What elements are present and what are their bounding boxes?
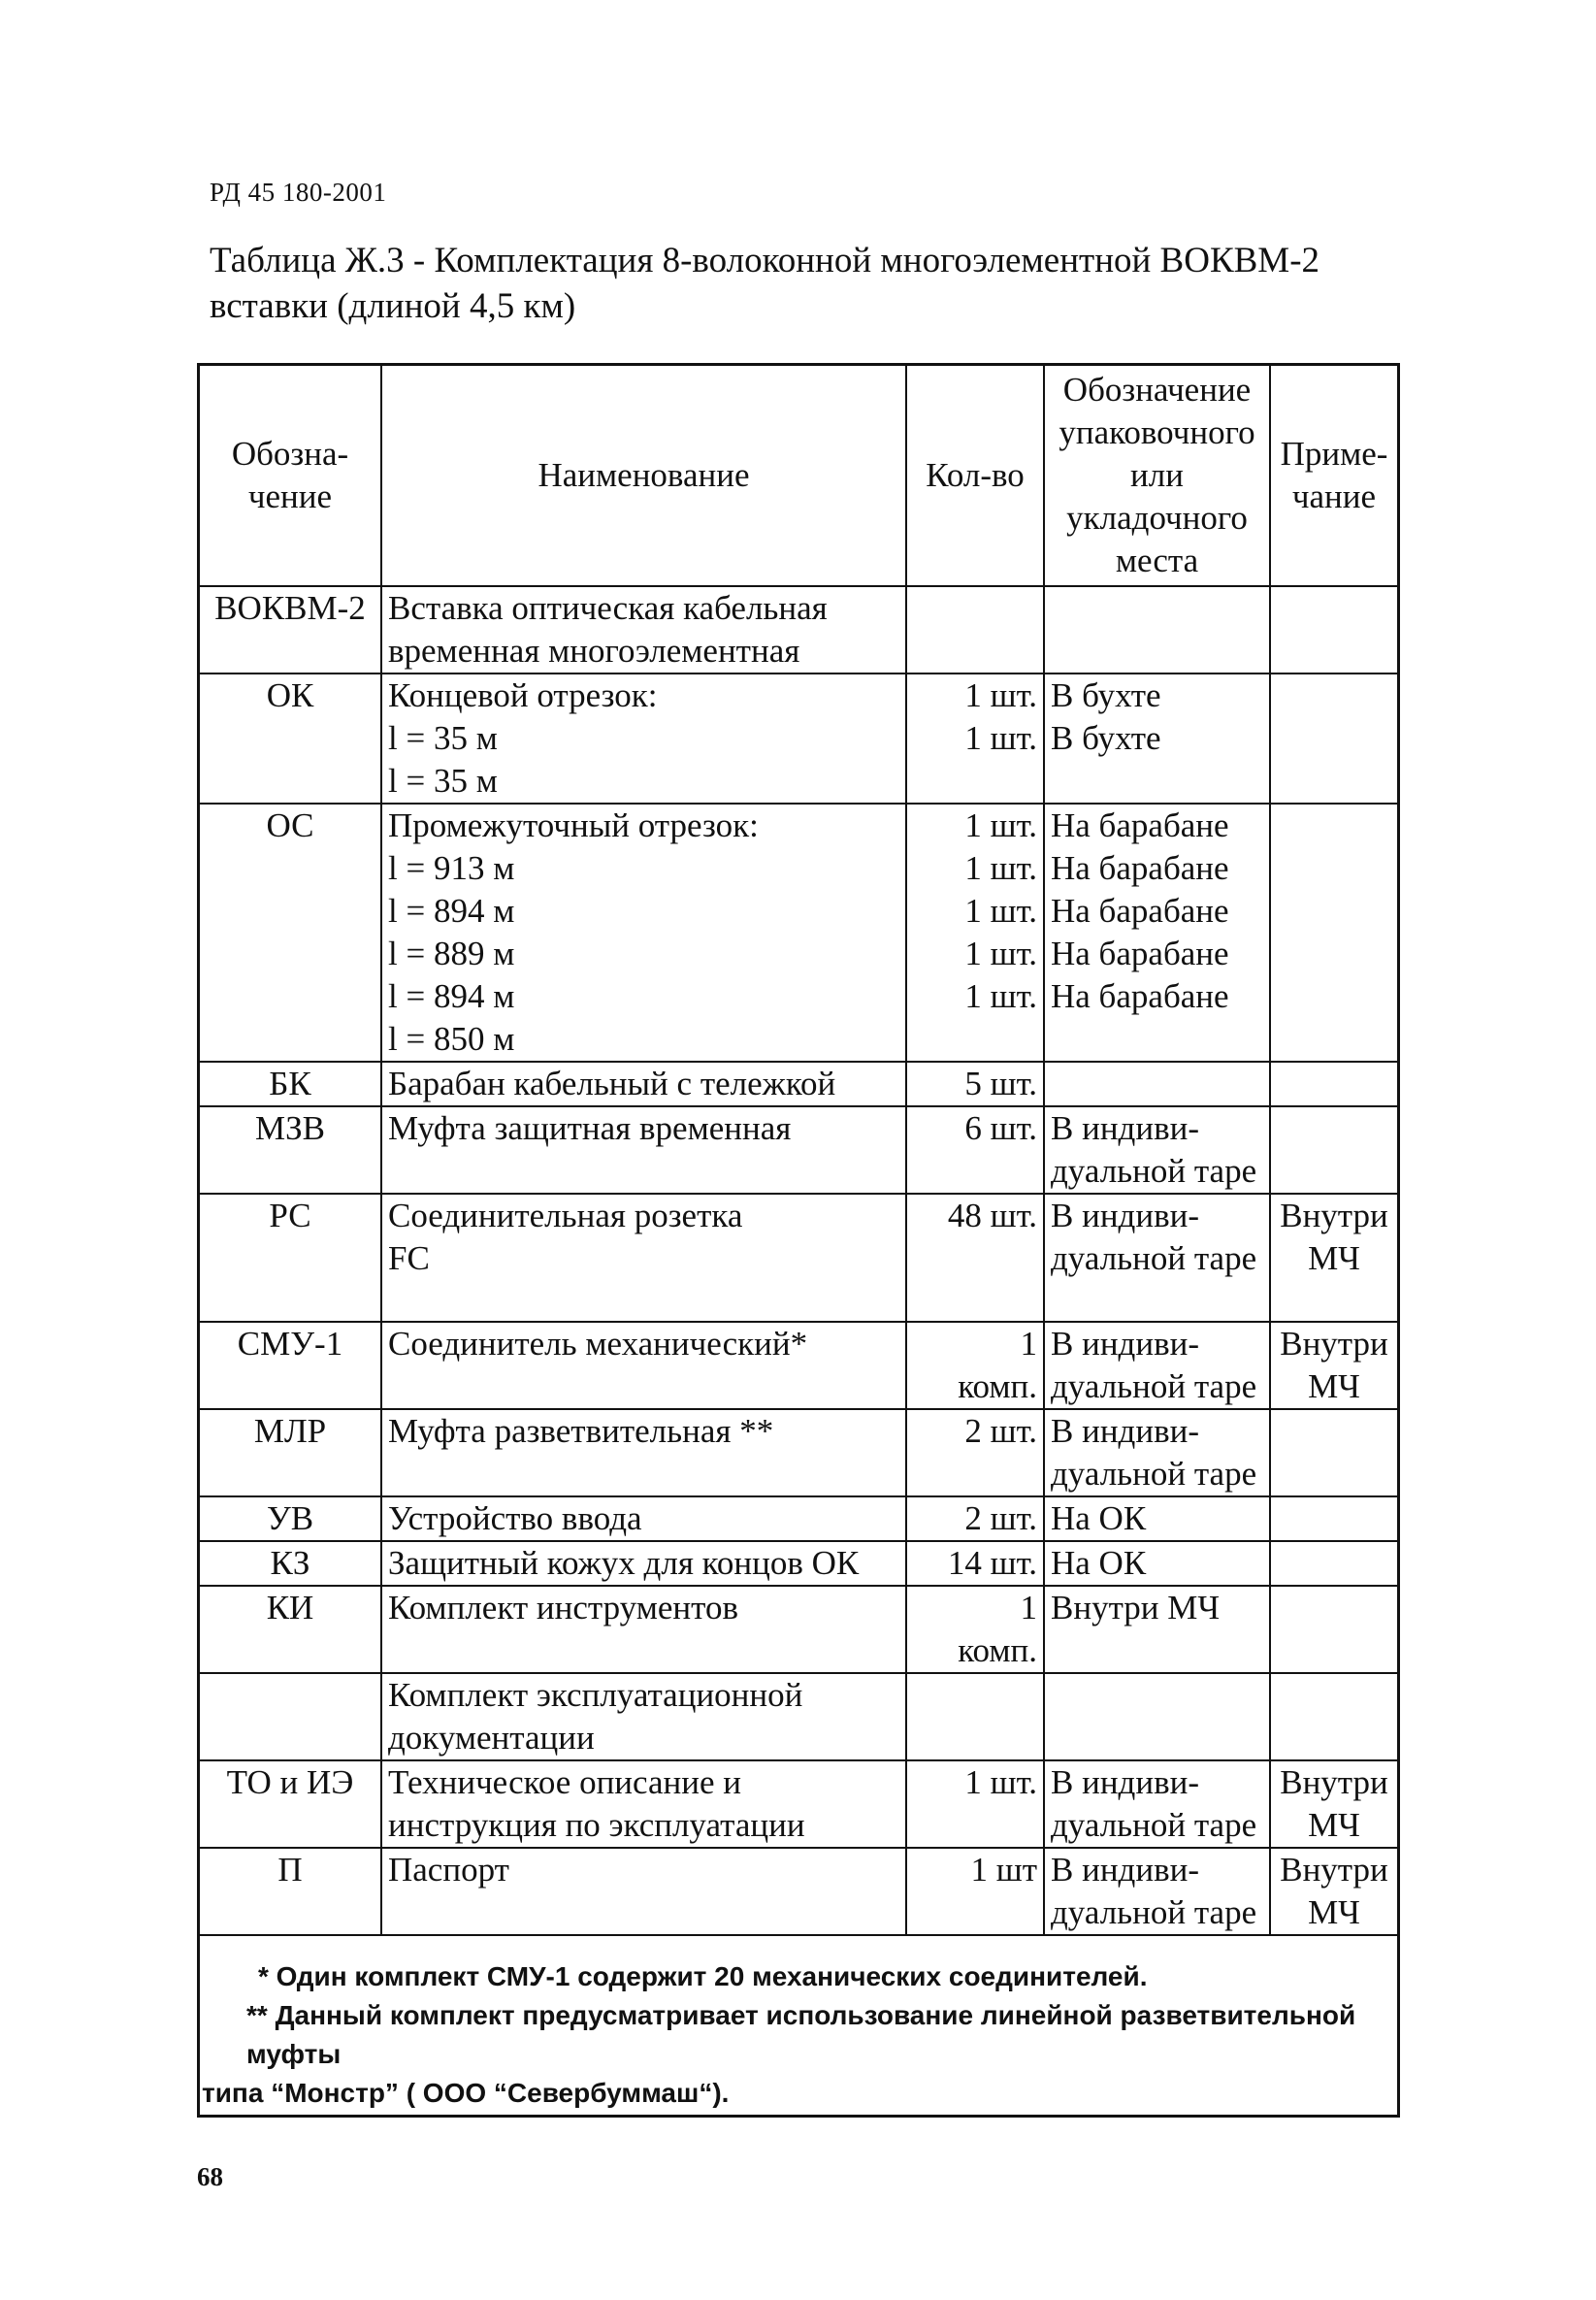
cell-name — [381, 1760, 906, 1848]
cell-note-line: МЧ — [1308, 1239, 1360, 1277]
cell-qty — [906, 1409, 1044, 1496]
cell-name-line: Концевой отрезок: — [388, 676, 658, 714]
cell-package-line: На барабане — [1051, 892, 1229, 930]
cell-qty — [906, 1106, 1044, 1194]
table-row — [200, 1848, 1397, 1935]
table-row — [200, 1496, 1397, 1541]
header-package: Обозначение упаковочного или укладочного места — [1044, 366, 1270, 586]
cell-name-line: l = 894 м — [388, 892, 515, 930]
cell-qty-line: 6 шт. — [964, 1109, 1037, 1147]
cell-note-line: МЧ — [1308, 1367, 1360, 1405]
cell-name-line: Техническое описание и — [388, 1763, 741, 1801]
cell-qty-line: комп. — [958, 1367, 1037, 1405]
cell-qty — [906, 804, 1044, 1062]
cell-qty-line: 1 шт. — [964, 676, 1037, 714]
cell-designation: МЗВ — [200, 1106, 381, 1194]
cell-name-line: l = 35 м — [388, 719, 498, 757]
footnotes — [200, 1957, 1397, 2113]
cell-package-line: В индиви- — [1051, 1851, 1200, 1889]
cell-package-line: В индиви- — [1051, 1412, 1200, 1450]
cell-note — [1270, 1062, 1397, 1106]
cell-name — [381, 1586, 906, 1673]
cell-note — [1270, 1194, 1397, 1322]
cell-name-line: Муфта разветвительная ** — [388, 1412, 774, 1450]
cell-qty — [906, 1848, 1044, 1935]
cell-note-line: МЧ — [1308, 1806, 1360, 1844]
cell-name-line: Муфта защитная временная — [388, 1109, 792, 1147]
cell-note-line: Внутри — [1280, 1851, 1388, 1889]
cell-qty-line: 1 шт. — [964, 806, 1037, 844]
cell-name-line: Комплект инструментов — [388, 1589, 738, 1626]
cell-designation: УВ — [200, 1496, 381, 1541]
cell-note — [1270, 1409, 1397, 1496]
cell-note — [1270, 1673, 1397, 1760]
cell-package-line: дуальной таре — [1051, 1806, 1257, 1844]
cell-qty-line: 1 шт. — [964, 892, 1037, 930]
cell-note-line: Внутри — [1280, 1763, 1388, 1801]
cell-qty — [906, 1760, 1044, 1848]
cell-package-line: В индиви- — [1051, 1763, 1200, 1801]
cell-note — [1270, 804, 1397, 1062]
cell-package-line: На ОК — [1051, 1544, 1147, 1582]
specification-table — [200, 366, 1397, 1936]
cell-qty-line: 1 шт. — [964, 935, 1037, 972]
cell-qty-line: 14 шт. — [947, 1544, 1037, 1582]
cell-qty-line: 2 шт. — [964, 1412, 1037, 1450]
cell-qty — [906, 1062, 1044, 1106]
cell-package — [1044, 1586, 1270, 1673]
cell-name-line: l = 913 м — [388, 849, 515, 887]
cell-qty-line: 1 шт. — [964, 849, 1037, 887]
cell-name — [381, 1322, 906, 1409]
table-header-row — [200, 366, 1397, 586]
cell-name — [381, 1673, 906, 1760]
cell-qty-line: 1 — [1020, 1589, 1037, 1626]
cell-name-line: Паспорт — [388, 1851, 509, 1889]
header-qty: Кол-во — [906, 366, 1044, 586]
cell-name-line: FC — [388, 1239, 430, 1277]
header-designation: Обозна- чение — [200, 366, 381, 586]
cell-qty-line: 1 шт — [970, 1851, 1037, 1889]
footnote-2-continued: типа “Монстр” ( ООО “Севербуммаш“). — [202, 2078, 730, 2108]
cell-designation: ОС — [200, 804, 381, 1062]
cell-name-line: временная многоэлементная — [388, 632, 800, 670]
cell-note — [1270, 1322, 1397, 1409]
table-row — [200, 1106, 1397, 1194]
cell-designation: КИ — [200, 1586, 381, 1673]
cell-name-line: инструкция по эксплуатации — [388, 1806, 805, 1844]
cell-name-line: Устройство ввода — [388, 1499, 642, 1537]
table-row — [200, 1541, 1397, 1586]
header-name: Наименование — [381, 366, 906, 586]
cell-name — [381, 1106, 906, 1194]
cell-package — [1044, 1760, 1270, 1848]
cell-name-line: Барабан кабельный с тележкой — [388, 1065, 836, 1102]
cell-name — [381, 1062, 906, 1106]
cell-designation: СМУ-1 — [200, 1322, 381, 1409]
cell-name-line: l = 894 м — [388, 977, 515, 1015]
table-row — [200, 1760, 1397, 1848]
cell-package-line: дуальной таре — [1051, 1239, 1257, 1277]
cell-package — [1044, 674, 1270, 804]
cell-designation: П — [200, 1848, 381, 1935]
cell-name-line: Соединительная розетка — [388, 1197, 743, 1234]
cell-name-line: Защитный кожух для концов ОК — [388, 1544, 860, 1582]
cell-package-line: На барабане — [1051, 935, 1229, 972]
cell-name — [381, 1194, 906, 1322]
cell-designation: КЗ — [200, 1541, 381, 1586]
cell-package — [1044, 1062, 1270, 1106]
cell-note — [1270, 1586, 1397, 1673]
cell-note — [1270, 1848, 1397, 1935]
cell-package-line: В бухте — [1051, 676, 1161, 714]
cell-designation: ТО и ИЭ — [200, 1760, 381, 1848]
table-row — [200, 1586, 1397, 1673]
cell-name — [381, 1409, 906, 1496]
page-number: 68 — [197, 2162, 223, 2191]
cell-name-line: Комплект эксплуатационной — [388, 1676, 803, 1714]
cell-name-line: Вставка оптическая кабельная — [388, 589, 828, 627]
cell-name-line: Соединитель механический* — [388, 1325, 808, 1363]
cell-designation: РС — [200, 1194, 381, 1322]
cell-name-line: l = 35 м — [388, 762, 498, 800]
table-row — [200, 1322, 1397, 1409]
cell-qty — [906, 586, 1044, 674]
cell-package-line: В бухте — [1051, 719, 1161, 757]
table-row — [200, 1673, 1397, 1760]
cell-designation — [200, 1673, 381, 1760]
cell-name — [381, 1541, 906, 1586]
table-row — [200, 1062, 1397, 1106]
cell-qty-line: 5 шт. — [964, 1065, 1037, 1102]
table-row — [200, 586, 1397, 674]
cell-note — [1270, 1760, 1397, 1848]
cell-package — [1044, 1673, 1270, 1760]
cell-package-line: В индиви- — [1051, 1325, 1200, 1363]
cell-designation: БК — [200, 1062, 381, 1106]
document-code: РД 45 180-2001 — [210, 178, 387, 207]
cell-package-line: дуальной таре — [1051, 1367, 1257, 1405]
table-caption: Таблица Ж.3 - Комплектация 8-волоконной многоэлементной ВОКВМ-2 вставки (длиной 4,5 км) — [210, 241, 1320, 326]
cell-designation: ОК — [200, 674, 381, 804]
specification-table-frame — [197, 363, 1400, 2118]
cell-package — [1044, 1322, 1270, 1409]
cell-note — [1270, 1106, 1397, 1194]
cell-package-line: Внутри МЧ — [1051, 1589, 1221, 1626]
cell-qty-line: 1 шт. — [964, 1763, 1037, 1801]
cell-name — [381, 586, 906, 674]
cell-name — [381, 1848, 906, 1935]
cell-name-line: l = 850 м — [388, 1020, 515, 1058]
table-row — [200, 674, 1397, 804]
cell-qty — [906, 1541, 1044, 1586]
cell-package — [1044, 804, 1270, 1062]
cell-package — [1044, 1848, 1270, 1935]
cell-qty — [906, 1586, 1044, 1673]
cell-package-line: На барабане — [1051, 977, 1229, 1015]
cell-qty-line: 2 шт. — [964, 1499, 1037, 1537]
table-row — [200, 1409, 1397, 1496]
cell-name-line: Промежуточный отрезок: — [388, 806, 759, 844]
cell-note — [1270, 1496, 1397, 1541]
cell-qty-line: комп. — [958, 1631, 1037, 1669]
cell-qty — [906, 1496, 1044, 1541]
cell-package-line: На барабане — [1051, 849, 1229, 887]
cell-package — [1044, 1106, 1270, 1194]
table-row — [200, 804, 1397, 1062]
cell-package-line: На барабане — [1051, 806, 1229, 844]
cell-designation: ВОКВМ-2 — [200, 586, 381, 674]
cell-qty — [906, 1322, 1044, 1409]
footnote-1: * Один комплект СМУ-1 содержит 20 механических соединителей. — [258, 1961, 1148, 1991]
cell-note-line: Внутри — [1280, 1197, 1388, 1234]
cell-package — [1044, 586, 1270, 674]
cell-package-line: На ОК — [1051, 1499, 1147, 1537]
cell-note — [1270, 674, 1397, 804]
cell-package-line: дуальной таре — [1051, 1455, 1257, 1493]
cell-package-line: дуальной таре — [1051, 1893, 1257, 1931]
cell-qty-line: 1 шт. — [964, 719, 1037, 757]
cell-designation: МЛР — [200, 1409, 381, 1496]
cell-name — [381, 674, 906, 804]
cell-note — [1270, 586, 1397, 674]
header-note: Приме- чание — [1270, 366, 1397, 586]
cell-package — [1044, 1496, 1270, 1541]
cell-note-line: МЧ — [1308, 1893, 1360, 1931]
cell-package — [1044, 1541, 1270, 1586]
cell-qty — [906, 674, 1044, 804]
cell-package — [1044, 1194, 1270, 1322]
table-row — [200, 1194, 1397, 1322]
cell-package-line: В индиви- — [1051, 1109, 1200, 1147]
cell-qty-line: 1 — [1020, 1325, 1037, 1363]
footnote-2: ** Данный комплект предусматривает использование линейной разветвительной муфты — [246, 2000, 1356, 2069]
cell-name — [381, 1496, 906, 1541]
cell-qty — [906, 1194, 1044, 1322]
cell-package-line: дуальной таре — [1051, 1152, 1257, 1190]
cell-package-line: В индиви- — [1051, 1197, 1200, 1234]
cell-name — [381, 804, 906, 1062]
cell-package — [1044, 1409, 1270, 1496]
cell-qty-line: 48 шт. — [947, 1197, 1037, 1234]
cell-note-line: Внутри — [1280, 1325, 1388, 1363]
cell-name-line: документации — [388, 1719, 595, 1757]
cell-note — [1270, 1541, 1397, 1586]
cell-name-line: l = 889 м — [388, 935, 515, 972]
cell-qty-line: 1 шт. — [964, 977, 1037, 1015]
cell-qty — [906, 1673, 1044, 1760]
